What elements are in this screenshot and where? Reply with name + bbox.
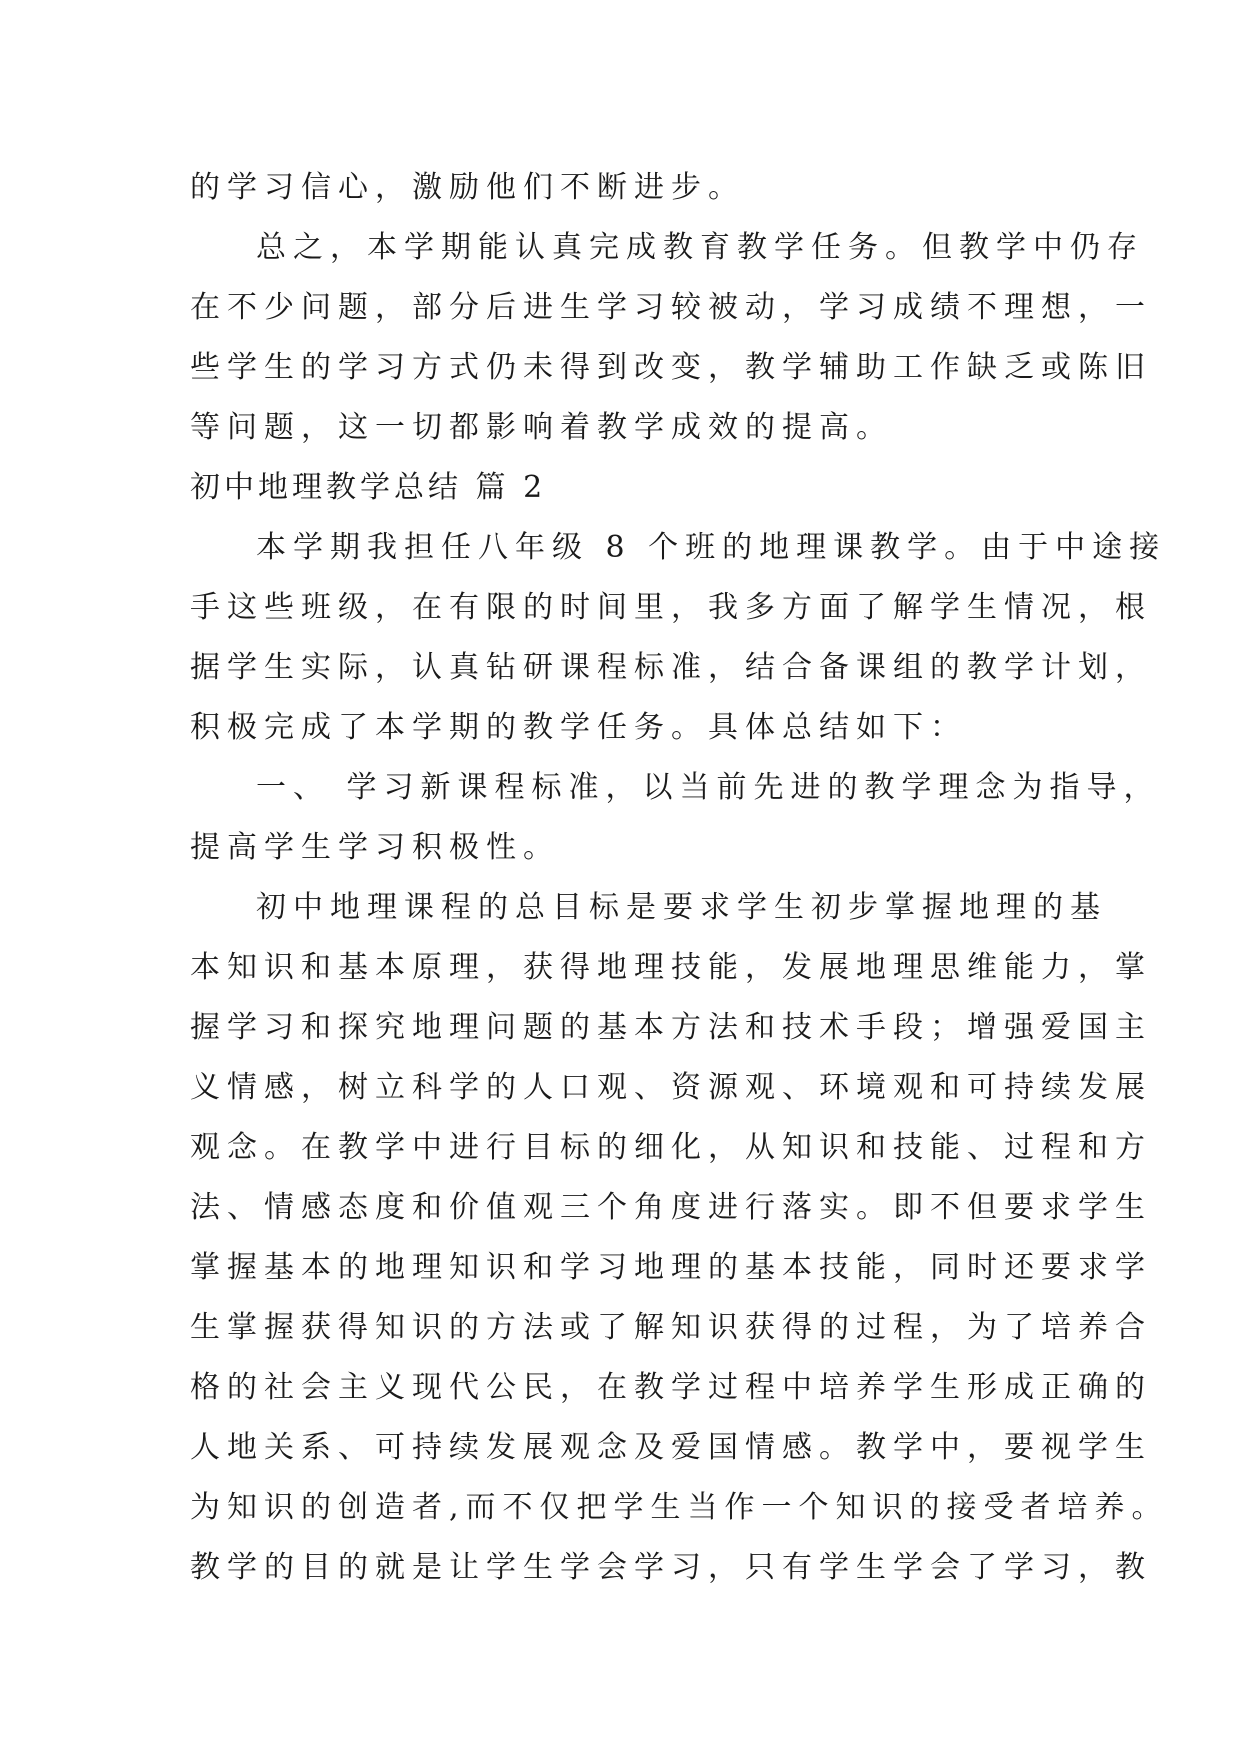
- text-line: 人地关系、可持续发展观念及爱国情感。教学中，要视学生: [190, 1430, 1152, 1465]
- text-line: 积极完成了本学期的教学任务。具体总结如下：: [190, 710, 967, 745]
- text-line: 法、情感态度和价值观三个角度进行落实。即不但要求学生: [190, 1190, 1152, 1225]
- document-body: [190, 158, 1169, 1598]
- text-line: 在不少问题，部分后进生学习较被动，学习成绩不理想，一: [190, 290, 1152, 325]
- text-line: 义情感，树立科学的人口观、资源观、环境观和可持续发展: [190, 1070, 1152, 1105]
- text-line: 为知识的创造者,而不仅把学生当作一个知识的接受者培养。: [190, 1490, 1169, 1525]
- text-line: 本知识和基本原理，获得地理技能，发展地理思维能力，掌: [190, 950, 1152, 985]
- text-line: 握学习和探究地理问题的基本方法和技术手段；增强爱国主: [190, 1010, 1152, 1045]
- paragraph-start-line: 本学期我担任八年级 8 个班的地理课教学。由于中途接: [256, 530, 1167, 565]
- section-heading: 初中地理教学总结 篇 2: [190, 470, 547, 505]
- text-line: 等问题，这一切都影响着教学成效的提高。: [190, 410, 893, 445]
- text-line: 手这些班级，在有限的时间里，我多方面了解学生情况，根: [190, 590, 1152, 625]
- text-line: 据学生实际，认真钻研课程标准，结合备课组的教学计划，: [190, 650, 1152, 685]
- subheading-line: 一、 学习新课程标准，以当前先进的教学理念为指导，: [256, 770, 1161, 805]
- text-line: 生掌握获得知识的方法或了解知识获得的过程，为了培养合: [190, 1310, 1152, 1345]
- text-line: 掌握基本的地理知识和学习地理的基本技能，同时还要求学: [190, 1250, 1152, 1285]
- text-line: 的学习信心，激励他们不断进步。: [190, 170, 745, 205]
- paragraph-start-line: 总之，本学期能认真完成教育教学任务。但教学中仍存: [256, 230, 1144, 265]
- paragraph-start-line: 初中地理课程的总目标是要求学生初步掌握地理的基: [256, 890, 1107, 925]
- text-line: 些学生的学习方式仍未得到改变，教学辅助工作缺乏或陈旧: [190, 350, 1152, 385]
- text-line: 格的社会主义现代公民，在教学过程中培养学生形成正确的: [190, 1370, 1152, 1405]
- subheading-line: 提高学生学习积极性。: [190, 830, 560, 865]
- text-line: 观念。在教学中进行目标的细化，从知识和技能、过程和方: [190, 1130, 1152, 1165]
- text-line: 教学的目的就是让学生学会学习，只有学生学会了学习，教: [190, 1550, 1152, 1585]
